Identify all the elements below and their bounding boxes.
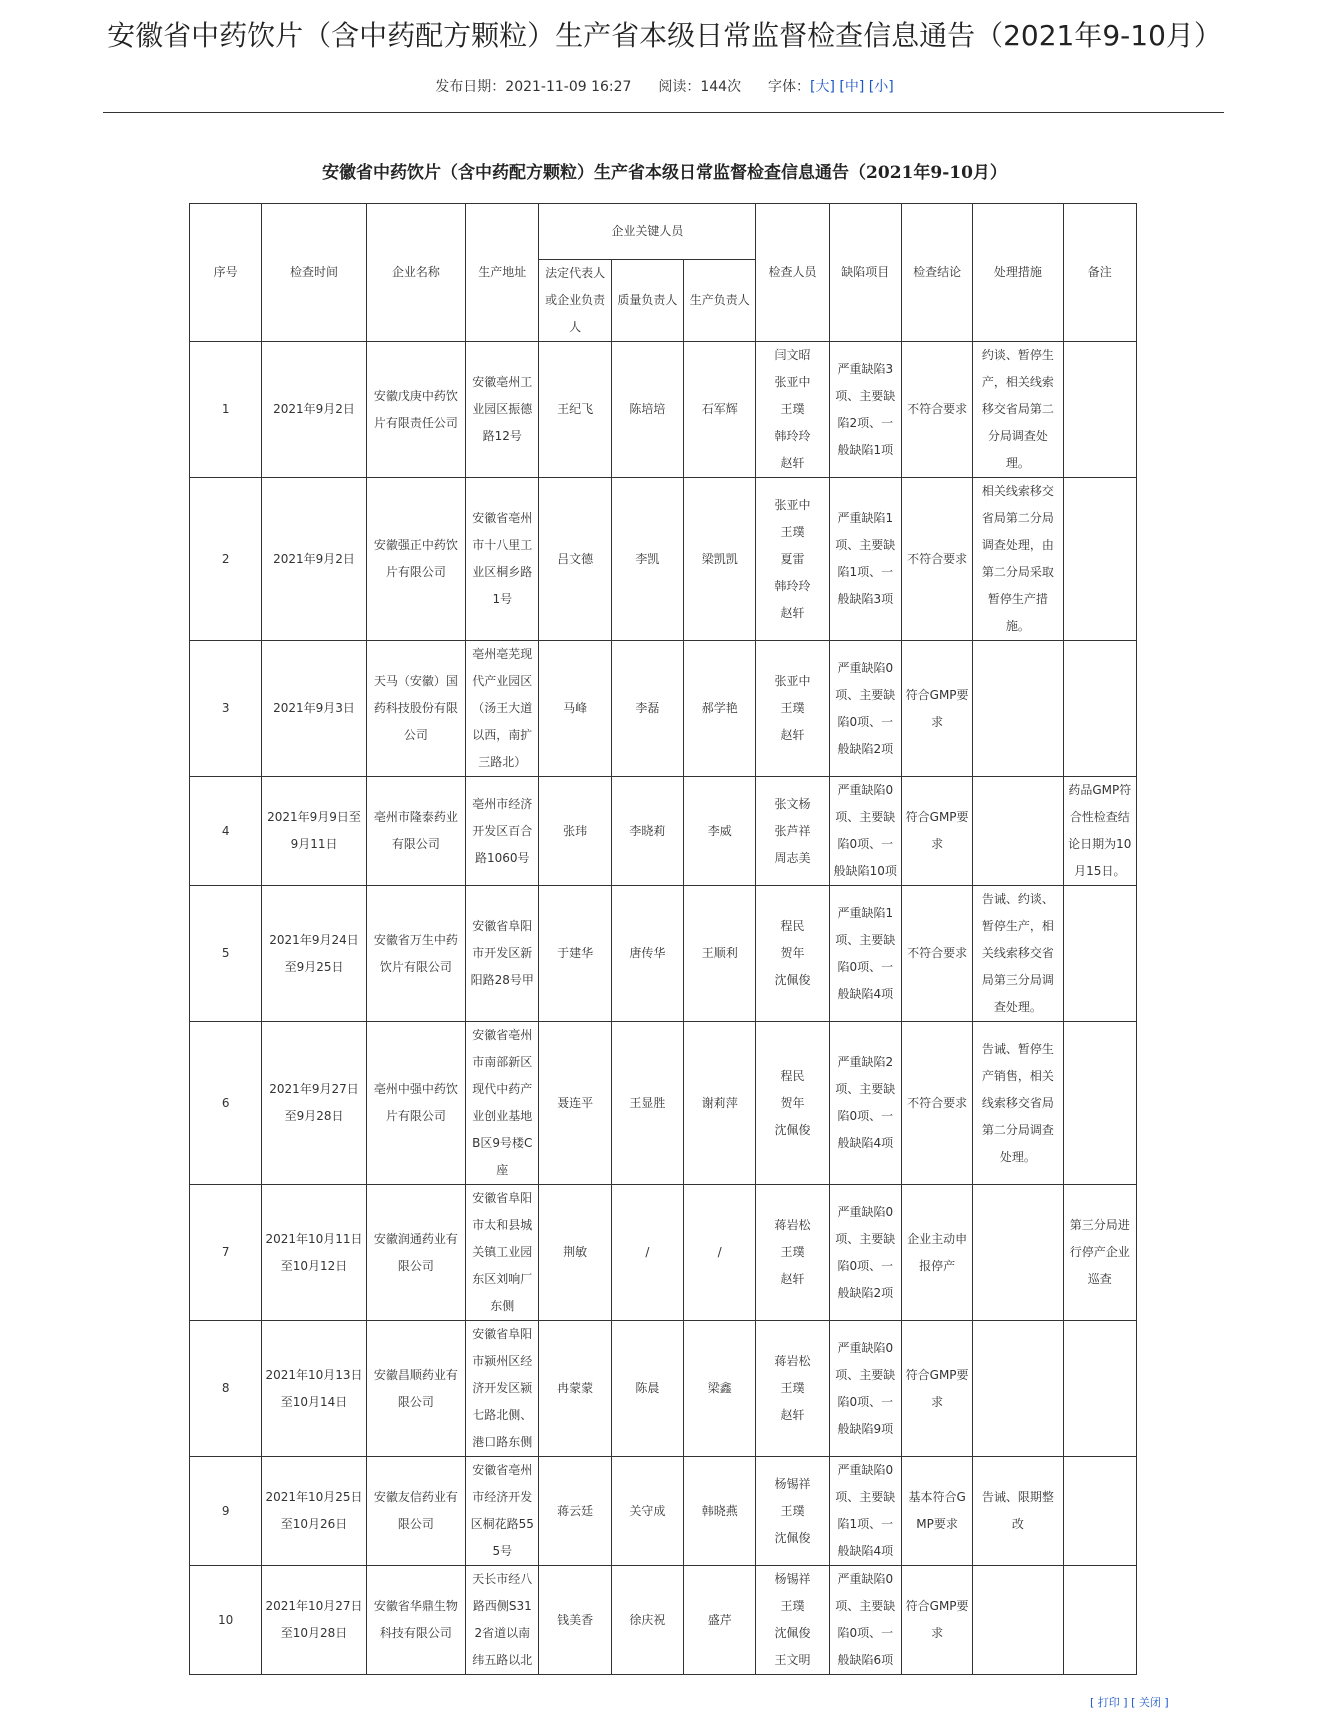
cell-production: 梁凯凯 [684,478,756,641]
font-size-label: 字体： [768,79,810,95]
cell-date: 2021年9月3日 [262,641,366,777]
inspector-name: 赵轩 [780,605,805,620]
cell-defects: 严重缺陷0项、主要缺陷0项、一般缺陷9项 [829,1321,901,1457]
cell-conclusion: 不符合要求 [901,478,972,641]
cell-date: 2021年9月9日至9月11日 [262,777,366,886]
cell-legal-rep: 蒋云廷 [539,1457,611,1566]
cell-production: 韩晓燕 [684,1457,756,1566]
cell-address: 安徽省阜阳市开发区新阳路28号甲 [466,886,539,1022]
cell-inspectors [756,1022,829,1185]
inspector-name: 张文杨 [774,796,811,811]
cell-production: 梁鑫 [684,1321,756,1457]
inspector-name: 杨锡祥 [774,1572,811,1586]
inspector-name: 赵轩 [780,1272,805,1286]
table-row [190,1185,1137,1321]
cell-conclusion: 符合GMP要求 [901,777,972,886]
inspector-name: 沈佩俊 [774,1122,811,1137]
cell-company: 安徽润通药业有限公司 [366,1185,465,1321]
header-no: 序号 [190,204,262,342]
font-size-large-link[interactable]: [大] [810,79,835,95]
header-conclusion: 检查结论 [901,204,972,342]
cell-quality: 徐庆祝 [611,1566,683,1675]
cell-company: 天马（安徽）国药科技股份有限公司 [366,641,465,777]
cell-production: / [684,1185,756,1321]
cell-defects: 严重缺陷0项、主要缺陷0项、一般缺陷6项 [829,1566,901,1675]
cell-defects: 严重缺陷0项、主要缺陷0项、一般缺陷10项 [829,777,901,886]
cell-remarks [1063,342,1136,478]
cell-date: 2021年10月25日至10月26日 [262,1457,366,1566]
cell-quality: / [611,1185,683,1321]
cell-quality: 陈晨 [611,1321,683,1457]
cell-defects: 严重缺陷0项、主要缺陷0项、一般缺陷2项 [829,1185,901,1321]
cell-production: 王顺利 [684,886,756,1022]
cell-conclusion: 企业主动申报停产 [901,1185,972,1321]
cell-defects: 严重缺陷0项、主要缺陷1项、一般缺陷4项 [829,1457,901,1566]
cell-inspectors [756,1566,829,1675]
inspector-name: 杨锡祥 [774,1476,811,1491]
inspector-name: 闫文昭 [774,348,811,362]
cell-remarks [1063,1566,1136,1675]
cell-no: 8 [190,1321,262,1457]
cell-inspectors [756,1321,829,1457]
cell-defects: 严重缺陷1项、主要缺陷0项、一般缺陷4项 [829,886,901,1022]
table-row [190,1022,1137,1185]
cell-date: 2021年9月2日 [262,342,366,478]
cell-remarks: 药品GMP符合性检查结论日期为10月15日。 [1063,777,1136,886]
cell-inspectors [756,641,829,777]
cell-conclusion: 基本符合GMP要求 [901,1457,972,1566]
cell-no: 7 [190,1185,262,1321]
header-production: 生产负责人 [684,260,756,342]
inspector-name: 沈佩俊 [774,1626,811,1640]
cell-quality: 王显胜 [611,1022,683,1185]
cell-legal-rep: 王纪飞 [539,342,611,478]
inspector-name: 韩玲玲 [774,429,811,443]
inspector-name: 王璞 [780,1245,805,1259]
inspector-name: 张亚中 [774,497,811,512]
inspector-name: 王璞 [780,524,805,539]
cell-no: 4 [190,777,262,886]
cell-defects: 严重缺陷3项、主要缺陷2项、一般缺陷1项 [829,342,901,478]
cell-no: 1 [190,342,262,478]
read-count: 144次 [700,79,742,95]
inspector-name: 赵轩 [780,456,805,470]
cell-defects: 严重缺陷2项、主要缺陷0项、一般缺陷4项 [829,1022,901,1185]
inspector-name: 蒋岩松 [774,1218,811,1232]
cell-legal-rep: 张玮 [539,777,611,886]
header-date: 检查时间 [262,204,366,342]
cell-no: 3 [190,641,262,777]
inspector-name: 贺年 [780,946,805,960]
cell-address: 安徽亳州工业园区振德路12号 [466,342,539,478]
inspector-name: 王璞 [780,1503,805,1518]
cell-remarks [1063,641,1136,777]
table-row [190,886,1137,1022]
cell-legal-rep: 于建华 [539,886,611,1022]
cell-quality: 李晓莉 [611,777,683,886]
table-row [190,1321,1137,1457]
table-row [190,641,1137,777]
inspector-name: 夏雷 [780,551,805,566]
cell-inspectors [756,478,829,641]
cell-conclusion: 不符合要求 [901,342,972,478]
table-row [190,1457,1137,1566]
cell-date: 2021年10月13日至10月14日 [262,1321,366,1457]
cell-address: 亳州亳芜现代产业园区（汤王大道以西，南扩三路北） [466,641,539,777]
cell-measures: 约谈、暂停生产，相关线索移交省局第二分局调查处理。 [973,342,1063,478]
header-remarks: 备注 [1063,204,1136,342]
table-row [190,342,1137,478]
header-measures: 处理措施 [973,204,1063,342]
footer-links[interactable]: [ 打印 ] [ 关闭 ] [1090,1696,1169,1709]
cell-measures: 相关线索移交省局第二分局调查处理，由第二分局采取暂停生产措施。 [973,478,1063,641]
inspection-table [189,203,1137,1675]
inspector-name: 张亚中 [774,674,811,688]
cell-inspectors [756,777,829,886]
cell-inspectors [756,886,829,1022]
inspector-name: 韩玲玲 [774,578,811,593]
cell-conclusion: 符合GMP要求 [901,1321,972,1457]
cell-date: 2021年10月27日至10月28日 [262,1566,366,1675]
header-key-personnel: 企业关键人员 [539,204,756,260]
inspector-name: 张亚中 [774,375,811,389]
cell-no: 6 [190,1022,262,1185]
cell-address: 安徽省亳州市经济开发区桐花路555号 [466,1457,539,1566]
cell-no: 2 [190,478,262,641]
cell-production: 郝学艳 [684,641,756,777]
font-size-medium-link[interactable]: [中] [839,79,865,95]
cell-remarks: 第三分局进行停产企业巡查 [1063,1185,1136,1321]
cell-production: 石军辉 [684,342,756,478]
header-defects: 缺陷项目 [829,204,901,342]
cell-conclusion: 符合GMP要求 [901,1566,972,1675]
table-row [190,777,1137,886]
page-title: 安徽省中药饮片（含中药配方颗粒）生产省本级日常监督检查信息通告（2021年9-10月） [107,19,1222,52]
inspector-name: 蒋岩松 [774,1354,811,1368]
cell-no: 9 [190,1457,262,1566]
cell-address: 安徽省亳州市十八里工业区桐乡路1号 [466,478,539,641]
cell-date: 2021年10月11日至10月12日 [262,1185,366,1321]
inspector-name: 沈佩俊 [774,973,811,987]
inspector-name: 王文明 [774,1653,811,1667]
cell-address: 安徽省亳州市南部新区现代中药产业创业基地B区9号楼C座 [466,1022,539,1185]
cell-quality: 李凯 [611,478,683,641]
cell-production: 盛芹 [684,1566,756,1675]
cell-address: 亳州市经济开发区百合路1060号 [466,777,539,886]
header-address: 生产地址 [466,204,539,342]
inspector-name: 王璞 [780,701,805,715]
inspector-name: 王璞 [780,1599,805,1613]
cell-company: 亳州市隆泰药业有限公司 [366,777,465,886]
cell-date: 2021年9月24日至9月25日 [262,886,366,1022]
inspector-name: 沈佩俊 [774,1530,811,1545]
cell-quality: 关守成 [611,1457,683,1566]
publish-date: 2021-11-09 16:27 [505,79,632,95]
cell-address: 天长市经八路西侧S312省道以南纬五路以北 [466,1566,539,1675]
cell-legal-rep: 聂连平 [539,1022,611,1185]
header-quality: 质量负责人 [611,260,683,342]
inspector-name: 张芦祥 [774,823,811,838]
header-divider [103,112,1224,113]
cell-company: 安徽昌顺药业有限公司 [366,1321,465,1457]
cell-company: 安徽省万生中药饮片有限公司 [366,886,465,1022]
table-row [190,1566,1137,1675]
header-company: 企业名称 [366,204,465,342]
cell-inspectors [756,1185,829,1321]
inspector-name: 贺年 [780,1095,805,1110]
cell-date: 2021年9月27日至9月28日 [262,1022,366,1185]
header-inspectors: 检查人员 [756,204,829,342]
cell-inspectors [756,342,829,478]
header-legal-rep: 法定代表人或企业负责人 [539,260,611,342]
document-title: 安徽省中药饮片（含中药配方颗粒）生产省本级日常监督检查信息通告（2021年9-10月） [322,163,1007,183]
article-meta [0,76,1329,96]
table-row [190,478,1137,641]
cell-inspectors [756,1457,829,1566]
publish-date-label: 发布日期： [435,79,506,95]
cell-legal-rep: 钱美香 [539,1566,611,1675]
cell-remarks [1063,1457,1136,1566]
cell-company: 安徽强正中药饮片有限公司 [366,478,465,641]
cell-measures [973,1185,1063,1321]
cell-legal-rep: 冉蒙蒙 [539,1321,611,1457]
inspector-name: 周志美 [774,850,811,865]
cell-remarks [1063,1321,1136,1457]
inspector-name: 赵轩 [780,728,805,742]
cell-defects: 严重缺陷0项、主要缺陷0项、一般缺陷2项 [829,641,901,777]
inspector-name: 王璞 [780,402,805,416]
inspector-name: 王璞 [780,1381,805,1395]
cell-address: 安徽省阜阳市太和县城关镇工业园东区刘响厂东侧 [466,1185,539,1321]
cell-legal-rep: 马峰 [539,641,611,777]
read-count-label: 阅读： [658,79,701,95]
cell-measures: 告诫、约谈、暂停生产，相关线索移交省局第三分局调查处理。 [973,886,1063,1022]
cell-company: 安徽省华鼎生物科技有限公司 [366,1566,465,1675]
inspector-name: 赵轩 [780,1408,805,1422]
cell-production: 谢莉萍 [684,1022,756,1185]
cell-measures [973,1566,1063,1675]
cell-no: 5 [190,886,262,1022]
cell-production: 李威 [684,777,756,886]
cell-conclusion: 不符合要求 [901,1022,972,1185]
cell-quality: 唐传华 [611,886,683,1022]
cell-company: 安徽友信药业有限公司 [366,1457,465,1566]
cell-measures [973,777,1063,886]
cell-remarks [1063,1022,1136,1185]
font-size-small-link[interactable]: [小] [868,79,894,95]
cell-quality: 陈培培 [611,342,683,478]
cell-measures: 告诫、暂停生产销售，相关线索移交省局第二分局调查处理。 [973,1022,1063,1185]
inspector-name: 程民 [780,919,805,933]
cell-measures [973,641,1063,777]
cell-remarks [1063,886,1136,1022]
cell-measures: 告诫、限期整改 [973,1457,1063,1566]
cell-conclusion: 符合GMP要求 [901,641,972,777]
cell-no: 10 [190,1566,262,1675]
cell-conclusion: 不符合要求 [901,886,972,1022]
cell-remarks [1063,478,1136,641]
cell-legal-rep: 吕文德 [539,478,611,641]
cell-address: 安徽省阜阳市颍州区经济开发区颍七路北侧、港口路东侧 [466,1321,539,1457]
cell-defects: 严重缺陷1项、主要缺陷1项、一般缺陷3项 [829,478,901,641]
cell-legal-rep: 荆敏 [539,1185,611,1321]
inspector-name: 程民 [780,1068,805,1083]
cell-quality: 李磊 [611,641,683,777]
cell-measures [973,1321,1063,1457]
cell-company: 安徽戊庚中药饮片有限责任公司 [366,342,465,478]
cell-company: 亳州中强中药饮片有限公司 [366,1022,465,1185]
cell-date: 2021年9月2日 [262,478,366,641]
